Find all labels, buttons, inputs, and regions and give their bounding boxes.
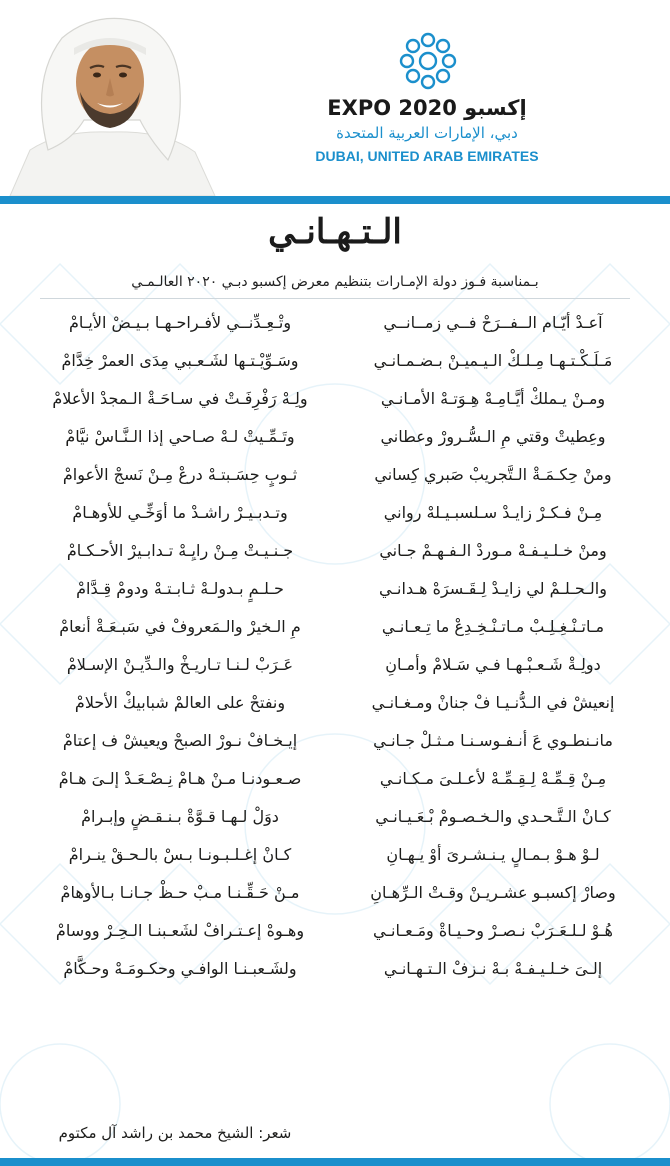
verse-row — [0, 456, 670, 494]
verse-second-hemistich: وتـدبـيـرْ راشـدْ ما أوَخِّـي للأوهـامْ — [72, 503, 288, 522]
verse-second-hemistich: وتْـعِـدِّنــي لأفـراحـهـا بـيـضْ الأيـامْ — [68, 313, 292, 332]
verse-row — [0, 798, 670, 836]
verse-row — [0, 570, 670, 608]
verse-second-hemistich: صـعـودنـا مـنْ هـامْ نِـصْـعَـدْ إلـىَ هـامْ — [58, 769, 302, 788]
verse-first-hemistich: ومنْ حِكـمَـةْ الـتَّجريبْ صَبري كِساني — [374, 465, 612, 484]
verse-row — [0, 950, 670, 988]
verse-first-hemistich: هُـوْ لـلـعَـرَبْ نـصـرْ وحـيـاةْ ومَـعـانـي — [373, 921, 613, 940]
poem-verses — [0, 304, 670, 988]
verse-row — [0, 304, 670, 342]
verse-second-hemistich: حـلـمٍ بـدولـهْ ثـابـتـهْ ودومْ قِـدَّامْ — [76, 579, 284, 598]
verse-second-hemistich: كـانْ إغـلـبـونـا بـسْ بالـحـقْ ينـرامْ — [68, 845, 292, 864]
verse-second-hemistich: ثـوبٍ حِسَـبتـهْ درعْ مِـنْ نَسجْ الأعوامْ — [62, 465, 298, 484]
verse-first-hemistich: وعِطيتْ وقتي مِ الـسُّـرورْ وعطاني — [380, 427, 606, 446]
verse-row — [0, 380, 670, 418]
verse-second-hemistich: جـنـيـتْ مِـنْ رايِـهْ تـدابـيرْ الأحـكـامْ — [66, 541, 294, 560]
verse-first-hemistich: آعـدْ أيّـام الــفــرَحْ فــي زمــانــي — [383, 313, 603, 332]
verse-first-hemistich: مِـنْ قِـمِّـهْ لِـقِـمِّـهْ لأعـلـىَ مـكـانـي — [379, 769, 607, 788]
verse-row — [0, 874, 670, 912]
expo-location-arabic: دبي، الإمارات العربية المتحدة — [336, 124, 518, 142]
verse-first-hemistich: مـاتـنْـغِـلِـبْ مـاتـنْـخِـدِعْ ما تِـعـانـي — [381, 617, 605, 636]
verse-first-hemistich: دولِـةْ شَـعـبْـهـا فـي سَـلامْ وأمـانِ — [385, 655, 601, 674]
verse-first-hemistich: كـانْ الـتَّـحـدي والـخـصـومْ بْـعَـيـانـي — [375, 807, 611, 826]
verse-row — [0, 608, 670, 646]
verse-row — [0, 684, 670, 722]
verse-row — [0, 494, 670, 532]
verse-second-hemistich: مِ الـخيرْ والـمَعروفْ في سَبـعَـةْ أنعامْ — [59, 617, 301, 636]
verse-second-hemistich: وتَـمِّـيتْ لـهْ صـاحي إذا الـنَّـاسْ نيَّامْ — [65, 427, 295, 446]
verse-second-hemistich: ولشَـعبـنـا الوافـي وحكـومَـهْ وحـكَّامْ — [63, 959, 297, 978]
verse-row — [0, 418, 670, 456]
footer-bar — [0, 1158, 670, 1166]
verse-second-hemistich: وهـوهْ إعـتـرافْ لشَعـبنـا الـحِـرْ ووسامْ — [55, 921, 305, 940]
verse-row — [0, 722, 670, 760]
poem-attribution: شعر: الشيخ محمد بن راشد آل مكتوم — [58, 1124, 292, 1142]
poem-title: الـتـهـانـي — [268, 212, 402, 252]
header-divider-bar — [0, 196, 670, 204]
verse-second-hemistich: دوَلْ لـهـا قـوَّةْ بـنـقـضٍ وإبـرامْ — [81, 807, 279, 826]
verse-second-hemistich: وسَـوِّيْـتـها لشَـعـبي مِدَى العمرْ خِدَّامْ — [61, 351, 299, 370]
verse-first-hemistich: إنعيشْ في الـدُّنـيـا فْ جنانْ ومـغـانـي — [371, 693, 615, 712]
verse-first-hemistich: وصارْ إكسبـو عشـريـنْ وقـتْ الـرِّهـانِ — [370, 883, 616, 902]
expo-location-english: DUBAI, UNITED ARAB EMIRATES — [315, 148, 539, 164]
verse-second-hemistich: ونفتحْ على العالمْ شبابيكْ الأحلامْ — [74, 693, 286, 712]
verse-row — [0, 912, 670, 950]
verse-first-hemistich: مِـنْ فـكـرْ زايـدْ سـلسبـيـلهْ رواني — [383, 503, 603, 522]
verse-first-hemistich: والـحـلـمْ لي زايـدْ لِـقَـسرَهْ هـدانـي — [379, 579, 607, 598]
verse-first-hemistich: مَـلَـكْـتـهـا مِـلـكْ الـيـميـنْ بـضـمـانـي — [373, 351, 613, 370]
verse-row — [0, 646, 670, 684]
verse-first-hemistich: لـوْ هـوْ بـمـالٍ يـنـشـرىَ أوْ يـهـانِ — [386, 845, 600, 864]
expo-title: EXPO 2020 إكسبو — [327, 96, 527, 120]
subtitle-divider — [40, 298, 630, 299]
page-header — [0, 0, 670, 196]
verse-first-hemistich: مانـنطـوي عَ أنـفـوسـنـا مـثـلْ جـانـي — [373, 731, 613, 750]
verse-row — [0, 532, 670, 570]
verse-row — [0, 836, 670, 874]
verse-first-hemistich: ومـنْ يـملكْ أيَّـامِـهْ هِـوَتـهْ الأمـانـي — [380, 389, 606, 408]
verse-second-hemistich: مـنْ حَـقِّـنـا مـبْ حـظْ جـانـا بـالأوهامْ — [60, 883, 300, 902]
verse-second-hemistich: إيـخـافْ نـورْ الصبحْ ويعيشْ ف إعتامْ — [62, 731, 298, 750]
portrait-photo — [0, 0, 220, 196]
verse-first-hemistich: إلـىَ خـلـيـفـهْ بـهْ نـزفْ الـتـهـانـي — [383, 959, 603, 978]
verse-row — [0, 342, 670, 380]
verse-second-hemistich: ولِـهْ رَفْرِفَـتْ في سـاحَـةْ الـمجدْ الأعلامْ — [52, 389, 308, 408]
poem-subtitle: بـمناسبة فـوز دولة الإمـارات بتنظيم معرض إكسبو دبـي ٢٠٢٠ العالـمـي — [131, 274, 539, 290]
expo-2020-logo — [395, 28, 461, 94]
verse-first-hemistich: ومنْ خـلـيـفـهْ مـوردْ الـفـهـمْ جـاني — [379, 541, 607, 560]
verse-row — [0, 760, 670, 798]
portrait-illustration — [0, 0, 220, 196]
verse-second-hemistich: عَـرَبْ لـنـا تـاريـخْ والـدِّيـنْ الإسـلامْ — [66, 655, 294, 674]
